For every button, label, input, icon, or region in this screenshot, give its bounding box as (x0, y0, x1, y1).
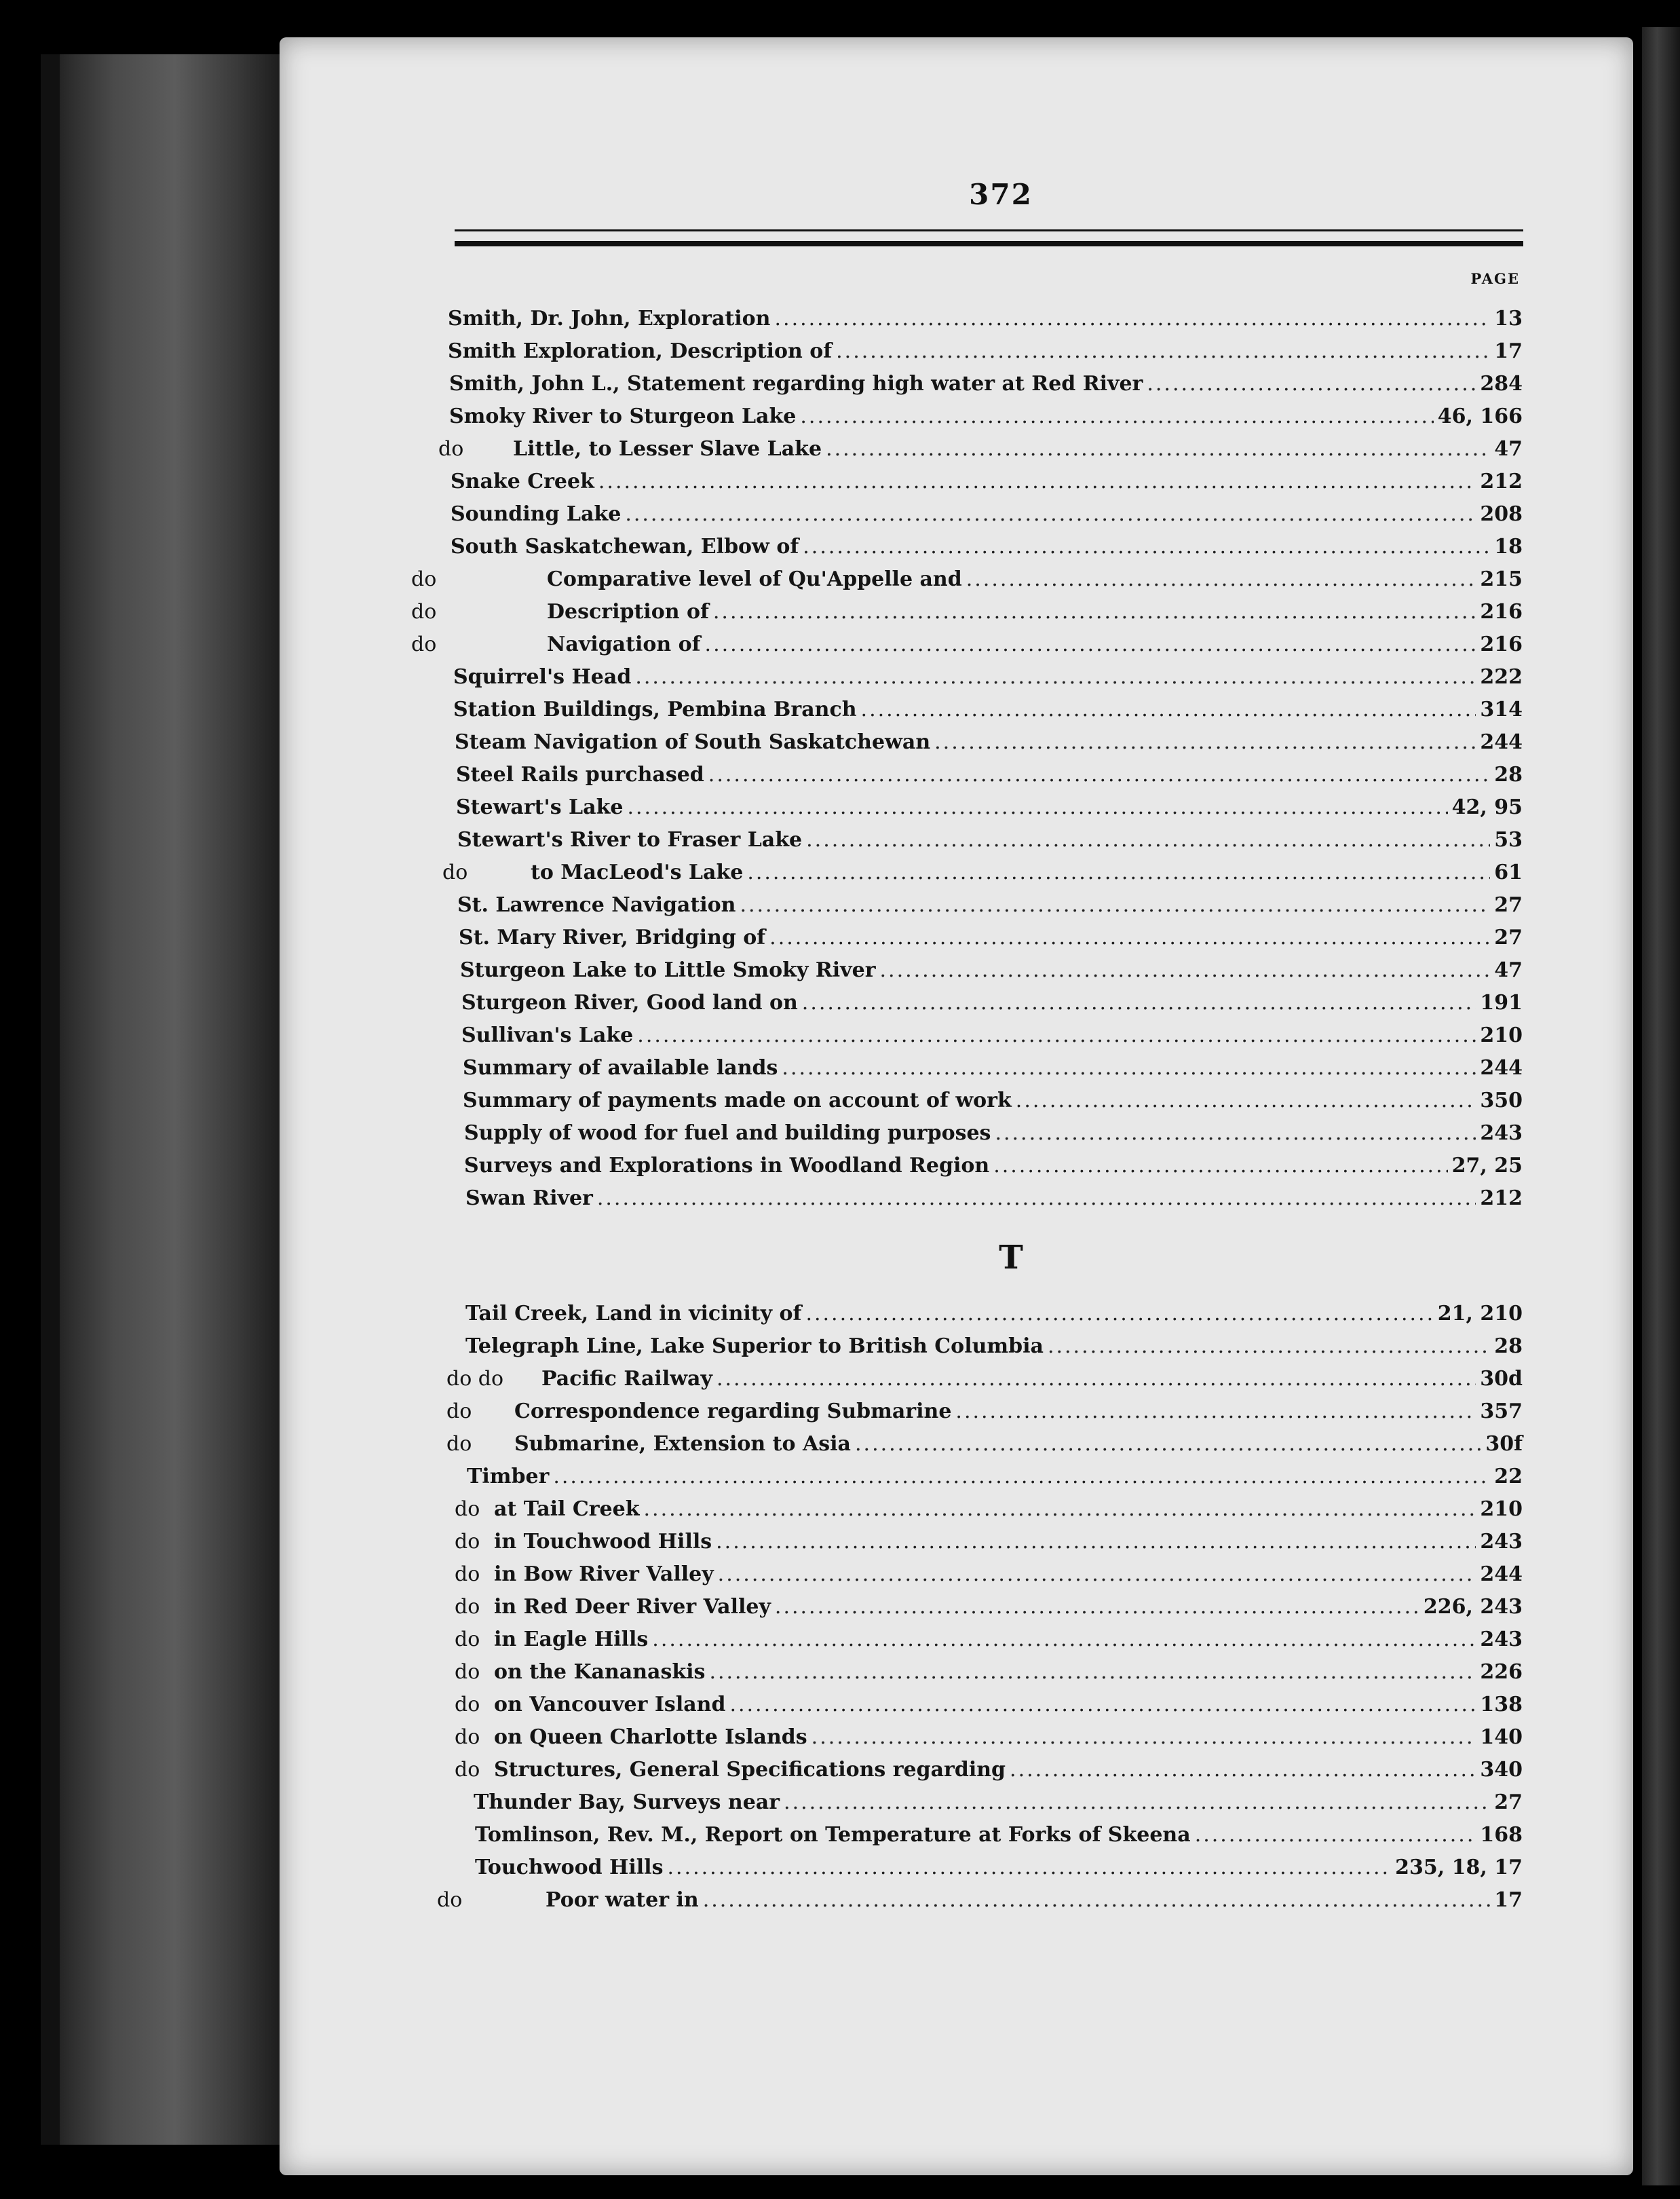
dot-leader (775, 307, 1491, 331)
page-number: 372 (969, 178, 1033, 211)
entry-page-numbers: 28 (1494, 1334, 1523, 1358)
index-entry (455, 1725, 1523, 1755)
entry-subject: Submarine, Extension to Asia (514, 1432, 851, 1456)
entry-subject: Correspondence regarding Submarine (514, 1399, 952, 1423)
dot-leader (769, 926, 1490, 950)
index-entry (465, 1186, 1523, 1216)
entry-subject: Tomlinson, Rev. M., Report on Temperature at Forks of Skeena (475, 1823, 1191, 1847)
ditto-mark: do (411, 633, 437, 656)
index-entry (442, 861, 1523, 890)
ditto-mark: do (455, 1497, 480, 1521)
entry-page-numbers: 46, 166 (1437, 405, 1523, 428)
entry-subject: Poor water in (546, 1888, 699, 1912)
dot-leader (553, 1465, 1490, 1488)
index-entry (467, 1465, 1523, 1495)
dot-leader (993, 1154, 1447, 1178)
entry-subject: St. Lawrence Navigation (457, 893, 736, 917)
dot-leader (1016, 1089, 1476, 1112)
ditto-mark: do (411, 567, 437, 591)
entry-subject: Little, to Lesser Slave Lake (513, 437, 822, 461)
entry-subject: Station Buildings, Pembina Branch (453, 698, 857, 721)
entry-subject: Smith, John L., Statement regarding high water at Red River (449, 372, 1143, 396)
entry-subject: Snake Creek (451, 470, 594, 493)
index-entry (460, 958, 1523, 988)
entry-subject: Navigation of (547, 633, 701, 656)
entry-page-numbers: 27 (1494, 893, 1523, 917)
entry-subject: Description of (547, 600, 709, 624)
entry-page-numbers: 42, 95 (1451, 795, 1523, 819)
index-entry (451, 470, 1523, 500)
dot-leader (718, 1562, 1476, 1586)
dot-leader (713, 600, 1476, 624)
dot-leader (1048, 1334, 1490, 1358)
dot-leader (800, 405, 1433, 428)
section-letter-heading: T (999, 1239, 1023, 1277)
index-entry (465, 1302, 1523, 1332)
index-entry (453, 665, 1523, 695)
index-entry (448, 339, 1523, 369)
index-entry (451, 535, 1523, 565)
entry-subject: St. Mary River, Bridging of (459, 926, 766, 950)
entry-subject: Thunder Bay, Surveys near (474, 1790, 780, 1814)
index-entry (446, 1432, 1523, 1462)
dot-leader (597, 1186, 1476, 1210)
entry-page-numbers: 27 (1494, 1790, 1523, 1814)
index-entry (448, 307, 1523, 337)
entry-subject: Steel Rails purchased (456, 763, 704, 787)
entry-subject: Stewart's Lake (456, 795, 624, 819)
entry-page-numbers: 226 (1480, 1660, 1523, 1684)
index-entry (475, 1823, 1523, 1853)
entry-page-numbers: 47 (1494, 958, 1523, 982)
ditto-mark: do (442, 861, 468, 884)
dot-leader (652, 1628, 1476, 1651)
entry-page-numbers: 17 (1494, 1888, 1523, 1912)
index-entry (455, 730, 1523, 760)
entry-page-numbers: 222 (1480, 665, 1523, 689)
entry-page-numbers: 138 (1480, 1693, 1523, 1716)
index-entry (456, 763, 1523, 793)
index-entry (461, 1023, 1523, 1053)
index-entry (465, 1334, 1523, 1364)
entry-subject: Telegraph Line, Lake Superior to British Columbia (465, 1334, 1044, 1358)
ditto-mark: do (455, 1628, 480, 1651)
dot-leader (637, 1023, 1476, 1047)
entry-subject: Smith, Dr. John, Exploration (448, 307, 771, 331)
index-entry (474, 1790, 1523, 1820)
entry-page-numbers: 212 (1480, 1186, 1523, 1210)
entry-page-numbers: 216 (1480, 633, 1523, 656)
entry-subject: at Tail Creek (494, 1497, 640, 1521)
index-entry (455, 1595, 1523, 1625)
index-entry (446, 1367, 1523, 1397)
dot-leader (806, 828, 1490, 852)
index-entry (457, 893, 1523, 923)
entry-subject: Sounding Lake (451, 502, 622, 526)
entry-subject: Swan River (465, 1186, 593, 1210)
dot-leader (716, 1530, 1476, 1554)
entry-subject: Stewart's River to Fraser Lake (457, 828, 803, 852)
entry-subject: in Bow River Valley (494, 1562, 714, 1586)
entry-subject: on Vancouver Island (494, 1693, 726, 1716)
index-entry (446, 1399, 1523, 1429)
dot-leader (705, 633, 1476, 656)
dot-leader (667, 1856, 1391, 1879)
ditto-mark: do (455, 1758, 480, 1782)
entry-page-numbers: 243 (1480, 1628, 1523, 1651)
index-entry (455, 1562, 1523, 1592)
entry-subject: in Red Deer River Valley (494, 1595, 771, 1619)
dot-leader (747, 861, 1490, 884)
entry-subject: Summary of available lands (463, 1056, 778, 1080)
index-entry (455, 1693, 1523, 1723)
ditto-mark: do (446, 1399, 472, 1423)
entry-page-numbers: 27, 25 (1451, 1154, 1523, 1178)
ditto-mark: do (455, 1725, 480, 1749)
entry-subject: in Eagle Hills (494, 1628, 649, 1651)
entry-page-numbers: 212 (1480, 470, 1523, 493)
entry-page-numbers: 215 (1480, 567, 1523, 591)
entry-page-numbers: 244 (1480, 730, 1523, 754)
index-entry (455, 1497, 1523, 1527)
ditto-mark: do (455, 1595, 480, 1619)
dot-leader (708, 763, 1490, 787)
entry-page-numbers: 235, 18, 17 (1395, 1856, 1523, 1879)
index-entry (455, 1628, 1523, 1657)
ditto-mark: do do (446, 1367, 504, 1391)
dot-leader (625, 502, 1476, 526)
dot-leader (812, 1725, 1476, 1749)
entry-subject: South Saskatchewan, Elbow of (451, 535, 799, 559)
dot-leader (803, 535, 1490, 559)
dot-leader (861, 698, 1476, 721)
dot-leader (784, 1790, 1490, 1814)
entry-subject: Pacific Railway (541, 1367, 712, 1391)
entry-subject: Touchwood Hills (475, 1856, 664, 1879)
entry-subject: Summary of payments made on account of work (463, 1089, 1012, 1112)
entry-subject: Supply of wood for fuel and building purposes (464, 1121, 991, 1145)
entry-page-numbers: 21, 210 (1437, 1302, 1523, 1326)
entry-subject: Surveys and Explorations in Woodland Region (464, 1154, 990, 1178)
entry-page-numbers: 244 (1480, 1056, 1523, 1080)
ditto-mark: do (455, 1530, 480, 1554)
entry-page-numbers: 314 (1480, 698, 1523, 721)
dot-leader (934, 730, 1476, 754)
entry-page-numbers: 191 (1480, 991, 1523, 1015)
entry-page-numbers: 47 (1494, 437, 1523, 461)
entry-subject: Sturgeon River, Good land on (461, 991, 798, 1015)
index-entry (438, 437, 1523, 467)
ditto-mark: do (446, 1432, 472, 1456)
entry-page-numbers: 61 (1494, 861, 1523, 884)
dot-leader (1147, 372, 1476, 396)
ditto-mark: do (438, 437, 464, 461)
entry-page-numbers: 27 (1494, 926, 1523, 950)
index-entry (457, 828, 1523, 858)
dot-leader (782, 1056, 1476, 1080)
index-entry (461, 991, 1523, 1021)
entry-subject: to MacLeod's Lake (531, 861, 744, 884)
index-entry (464, 1154, 1523, 1184)
index-entry (453, 698, 1523, 728)
entry-page-numbers: 140 (1480, 1725, 1523, 1749)
entry-page-numbers: 53 (1494, 828, 1523, 852)
index-entry (411, 600, 1523, 630)
entry-page-numbers: 30f (1485, 1432, 1523, 1456)
index-entry (437, 1888, 1523, 1918)
entry-page-numbers: 350 (1480, 1089, 1523, 1112)
entry-subject: Tail Creek, Land in vicinity of (465, 1302, 802, 1326)
entry-page-numbers: 13 (1494, 307, 1523, 331)
dot-leader (966, 567, 1476, 591)
entry-subject: Structures, General Specifications regarding (494, 1758, 1006, 1782)
index-entry (456, 795, 1523, 825)
dot-leader (598, 470, 1476, 493)
index-entry (411, 633, 1523, 662)
entry-page-numbers: 243 (1480, 1121, 1523, 1145)
entry-subject: in Touchwood Hills (494, 1530, 712, 1554)
ditto-mark: do (437, 1888, 463, 1912)
index-entry (451, 502, 1523, 532)
index-entry (455, 1660, 1523, 1690)
entry-subject: Sturgeon Lake to Little Smoky River (460, 958, 876, 982)
dot-leader (805, 1302, 1433, 1326)
entry-subject: on the Kananaskis (494, 1660, 706, 1684)
entry-page-numbers: 208 (1480, 502, 1523, 526)
entry-page-numbers: 17 (1494, 339, 1523, 363)
index-entry (475, 1856, 1523, 1885)
dot-leader (703, 1888, 1491, 1912)
dot-leader (729, 1693, 1476, 1716)
entry-page-numbers: 216 (1480, 600, 1523, 624)
dot-leader (709, 1660, 1476, 1684)
entry-subject: Smoky River to Sturgeon Lake (449, 405, 797, 428)
entry-page-numbers: 284 (1480, 372, 1523, 396)
index-entry (459, 926, 1523, 956)
dot-leader (855, 1432, 1481, 1456)
entry-subject: Timber (467, 1465, 550, 1488)
ditto-mark: do (411, 600, 437, 624)
entry-subject: Squirrel's Head (453, 665, 632, 689)
entry-page-numbers: 226, 243 (1423, 1595, 1523, 1619)
entry-page-numbers: 243 (1480, 1530, 1523, 1554)
ditto-mark: do (455, 1693, 480, 1716)
entry-page-numbers: 28 (1494, 763, 1523, 787)
index-entry (449, 372, 1523, 402)
index-entry (455, 1530, 1523, 1560)
dot-leader (775, 1595, 1419, 1619)
ditto-mark: do (455, 1660, 480, 1684)
dot-leader (717, 1367, 1476, 1391)
entry-page-numbers: 244 (1480, 1562, 1523, 1586)
dot-leader (836, 339, 1490, 363)
index-entry (455, 1758, 1523, 1788)
index-entry (411, 567, 1523, 597)
entry-subject: Smith Exploration, Description of (448, 339, 833, 363)
entry-subject: Comparative level of Qu'Appelle and (547, 567, 962, 591)
entry-subject: Sullivan's Lake (461, 1023, 634, 1047)
entry-page-numbers: 22 (1494, 1465, 1523, 1488)
index-entry (449, 405, 1523, 434)
entry-page-numbers: 30d (1480, 1367, 1523, 1391)
entry-page-numbers: 168 (1480, 1823, 1523, 1847)
index-entry (463, 1056, 1523, 1086)
entry-page-numbers: 18 (1494, 535, 1523, 559)
dot-leader (802, 991, 1476, 1015)
dot-leader (627, 795, 1447, 819)
page-column-label: PAGE (1470, 270, 1520, 287)
entry-subject: Steam Navigation of South Saskatchewan (455, 730, 931, 754)
dot-leader (826, 437, 1490, 461)
dot-leader (995, 1121, 1476, 1145)
ditto-mark: do (455, 1562, 480, 1586)
entry-page-numbers: 357 (1480, 1399, 1523, 1423)
index-entry (464, 1121, 1523, 1151)
dot-leader (635, 665, 1476, 689)
entry-page-numbers: 210 (1480, 1023, 1523, 1047)
dot-leader (1010, 1758, 1476, 1782)
dot-leader (880, 958, 1491, 982)
entry-subject: on Queen Charlotte Islands (494, 1725, 807, 1749)
entry-page-numbers: 210 (1480, 1497, 1523, 1521)
dot-leader (1195, 1823, 1476, 1847)
index-entry (463, 1089, 1523, 1119)
entry-page-numbers: 340 (1480, 1758, 1523, 1782)
dot-leader (644, 1497, 1476, 1521)
dot-leader (740, 893, 1490, 917)
dot-leader (955, 1399, 1476, 1423)
